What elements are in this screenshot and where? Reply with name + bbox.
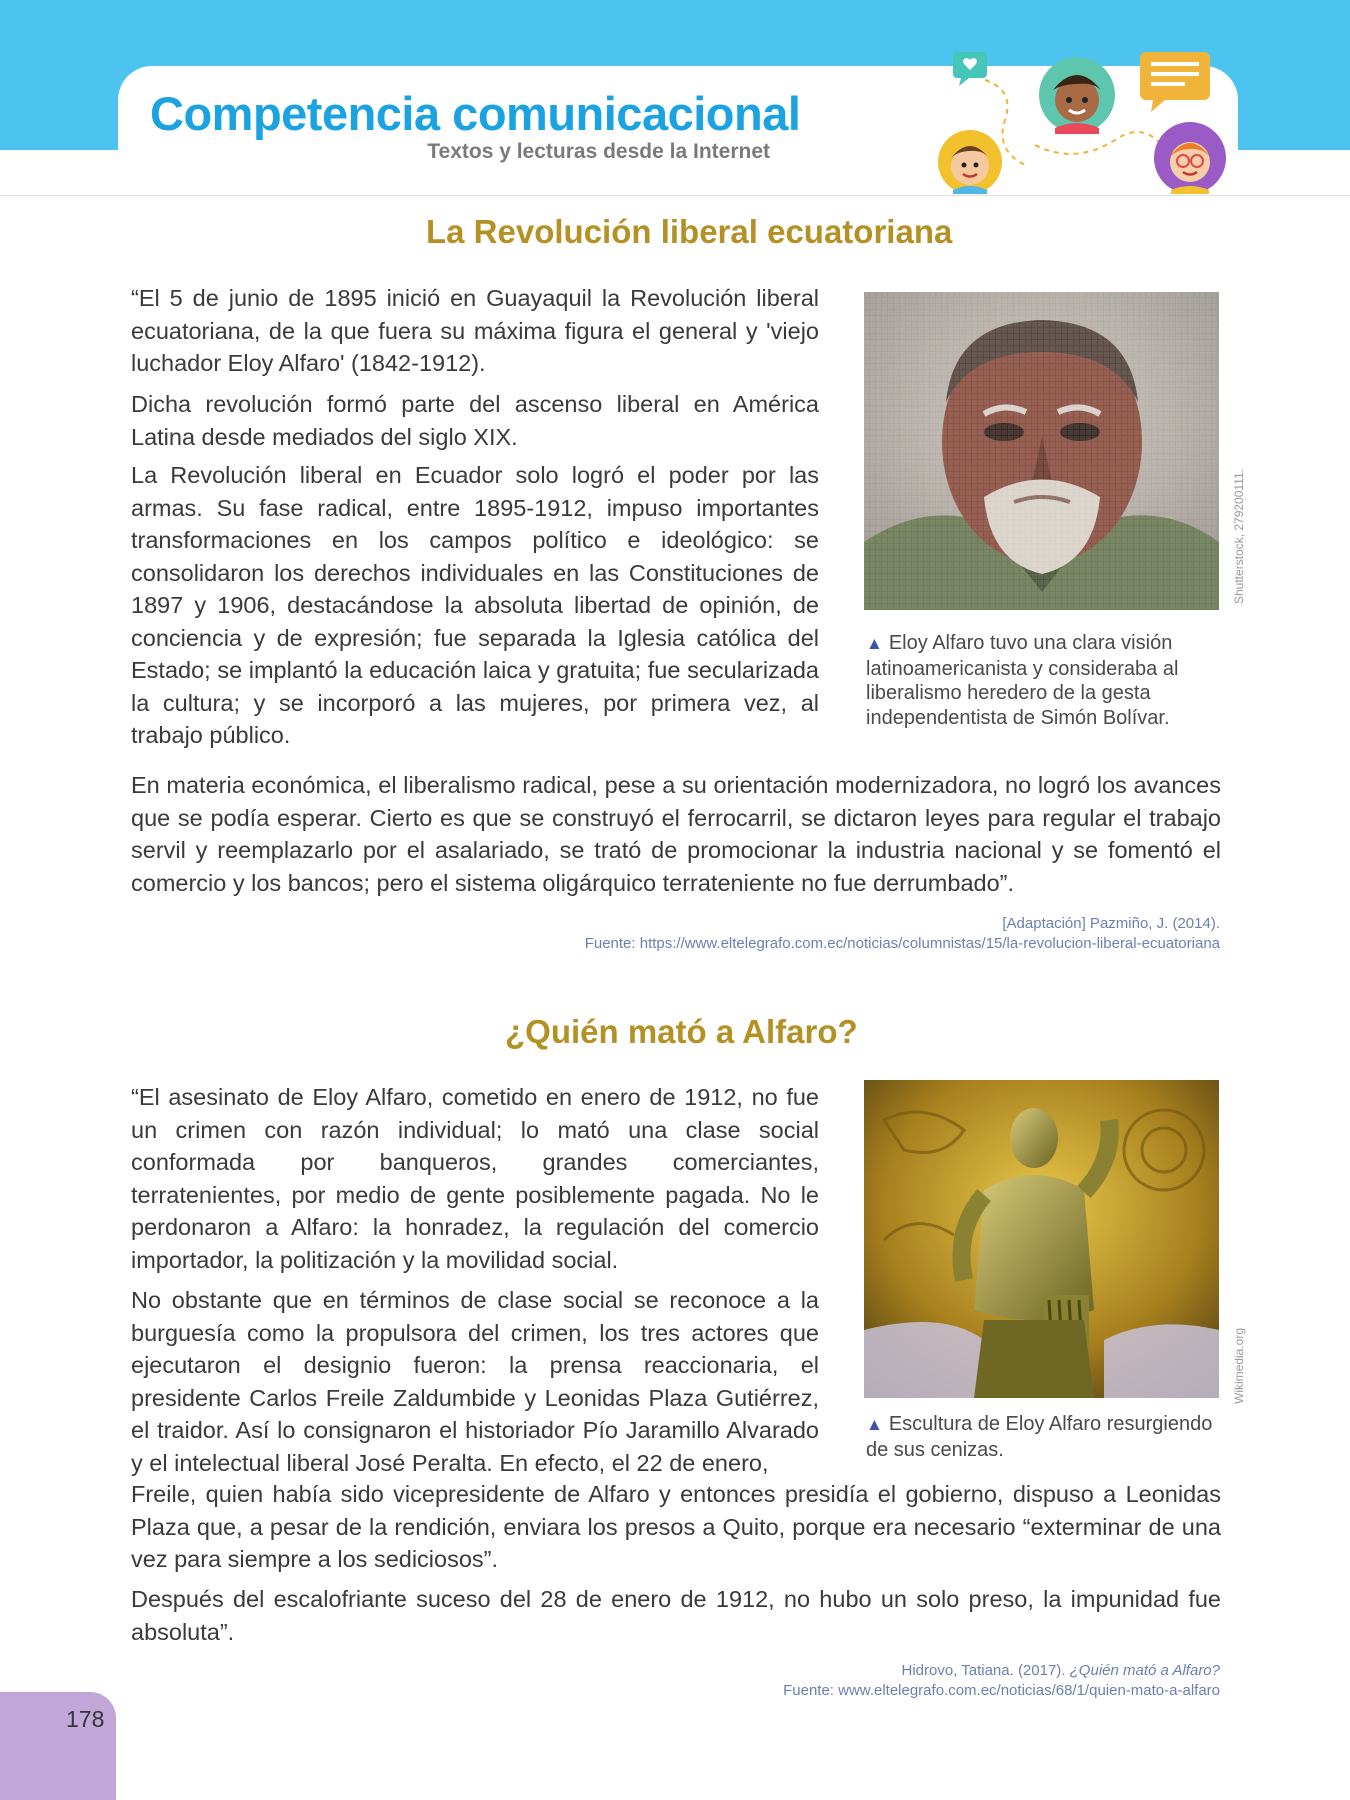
paragraph: “El asesinato de Eloy Alfaro, cometido en enero de 1912, no fue un crimen con razón individual; lo mató una clase social conformada por banqueros, grandes comerciantes, terratenientes, por medio de gente posiblemente pagada. No le perdonaron a Alfaro: la honradez, la regulación del comercio importador, la politización y la movilidad social. — [131, 1084, 819, 1273]
eloy-alfaro-mosaic-image — [864, 292, 1219, 610]
caption-text: Escultura de Eloy Alfaro resurgiendo de sus cenizas. — [866, 1413, 1213, 1461]
source-author: Hidrovo, Tatiana. (2017). — [901, 1662, 1066, 1679]
source-author: [Adaptación] Pazmiño, J. (2014). — [1002, 915, 1220, 932]
image-credit: Wikimedia.org — [1232, 1327, 1246, 1404]
section-title-quien-mato: ¿Quién mató a Alfaro? — [505, 1013, 858, 1050]
kid-avatar-icon — [938, 130, 1002, 194]
paragraph: En materia económica, el liberalismo radical, pese a su orientación modernizadora, no logró los avances que se podía esperar. Cierto es que se construyó el ferrocarril, se dictaron leyes para regular el trabajo servil y reemplazarlo por el asalariado, se trató de promocionar la industria nacional y se fomentó el comercio y los bancos; pero el sistema oligárquico terrateniente no fue derrumbado”. — [131, 772, 1221, 896]
paragraph: Dicha revolución formó parte del ascenso liberal en América Latina desde mediados del siglo XIX. — [131, 391, 819, 450]
paragraph: “El 5 de junio de 1895 inició en Guayaquil la Revolución liberal ecuatoriana, de la que fuera su máxima figura el general y 'viejo luchador Eloy Alfaro' (1842-1912). — [131, 285, 819, 376]
page-title: Competencia comunicacional — [150, 87, 801, 140]
image-credit: Shutterstock, 279200111. — [1232, 469, 1246, 604]
chat-bubble-icon — [1140, 52, 1210, 112]
source-author-line — [783, 1661, 1220, 1681]
triangle-bullet-icon: ▲ — [866, 634, 883, 653]
paragraph: Después del escalofriante suceso del 28 de enero de 1912, no hubo un solo preso, la impunidad fue absoluta”. — [131, 1586, 1221, 1645]
source-citation — [783, 1661, 1220, 1701]
page-number: 178 — [66, 1706, 105, 1732]
paragraph: Freile, quien había sido vicepresidente de Alfaro y entonces presidía el gobierno, dispuso a Leonidas Plaza que, a pesar de la rendición, enviara los presos a Quito, porque era necesario “exterminar de una vez para siempre a los sediciosos”. — [131, 1481, 1221, 1572]
triangle-bullet-icon: ▲ — [866, 1415, 883, 1434]
image-caption — [866, 1412, 1226, 1462]
paragraph: La Revolución liberal en Ecuador solo logró el poder por las armas. Su fase radical, entre 1895-1912, impuso importantes transformaciones en los campos político e ideológico: se consolidaron los derechos individuales en las Constituciones de 1897 y 1906, destacándose la absoluta libertad de opinión, de conciencia y de expresión; fue separada la Iglesia católica del Estado; se implantó la educación laica y gratuita; fue secularizada la cultura; y se incorporó a las mujeres, por primera vez, al trabajo público. — [131, 462, 819, 748]
image-caption — [866, 631, 1226, 730]
heart-bubble-icon — [953, 52, 987, 86]
page-subtitle: Textos y lecturas desde la Internet — [427, 140, 770, 163]
kids-chat-illustration — [925, 50, 1235, 200]
kid-avatar-icon — [1039, 57, 1115, 134]
source-title: ¿Quién mató a Alfaro? — [1069, 1662, 1220, 1679]
source-citation — [585, 914, 1220, 954]
alfaro-sculpture-image — [864, 1080, 1219, 1398]
source-url: Fuente: https://www.eltelegrafo.com.ec/noticias/columnistas/15/la-revolucion-liberal-ecuatoriana — [584, 935, 1220, 952]
kid-avatar-icon — [1154, 122, 1226, 194]
caption-text: Eloy Alfaro tuvo una clara visión latinoamericanista y consideraba al liberalismo heredero de la gesta independentista de Simón Bolívar. — [866, 632, 1179, 729]
source-url: Fuente: www.eltelegrafo.com.ec/noticias/68/1/quien-mato-a-alfaro — [783, 1682, 1220, 1699]
paragraph: No obstante que en términos de clase social se reconoce a la burguesía como la propulsora del crimen, los tres actores que ejecutaron el designio fueron: la prensa reaccionaria, el presidente Carlos Freile Zaldumbide y Leonidas Plaza Gutiérrez, el traidor. Así lo consignaron el historiador Pío Jaramillo Alvarado y el intelectual liberal José Peralta. En efecto, el 22 de enero, — [131, 1287, 819, 1476]
section-title-revolucion: La Revolución liberal ecuatoriana — [426, 213, 953, 250]
